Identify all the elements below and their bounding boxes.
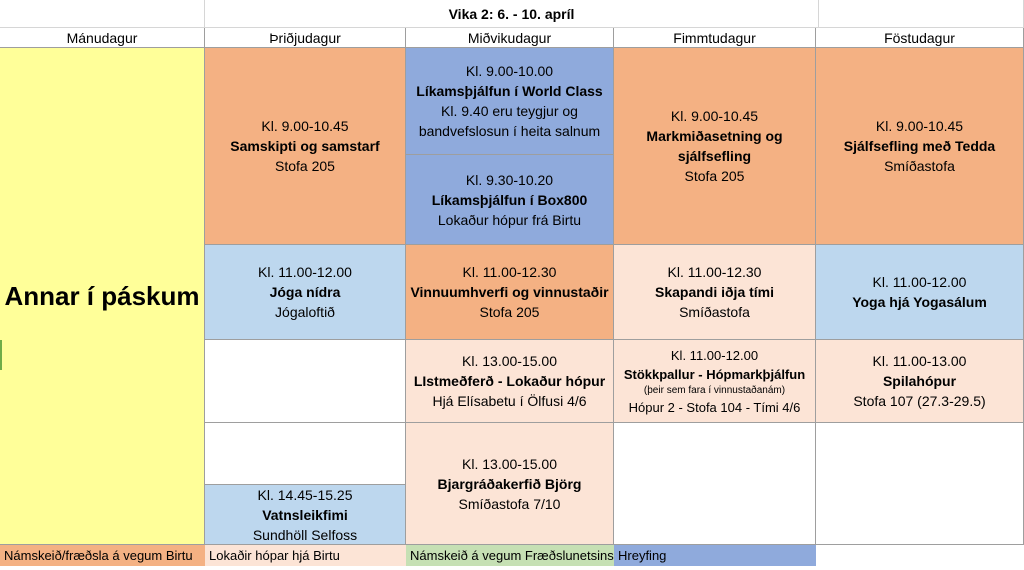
blank-header-cell bbox=[0, 0, 205, 28]
event-time: Kl. 9.00-10.45 bbox=[670, 108, 759, 124]
empty-cell bbox=[205, 340, 406, 423]
event-place: Smíðastofa 7/10 bbox=[458, 495, 561, 512]
holiday-label: Annar í páskum bbox=[4, 281, 200, 311]
empty-cell bbox=[614, 423, 816, 545]
week-title: Vika 2: 6. - 10. apríl bbox=[205, 0, 819, 28]
event-name: Samskipti og samstarf bbox=[230, 138, 380, 154]
empty-cell bbox=[816, 423, 1024, 545]
event-thu-3 bbox=[614, 340, 816, 423]
event-place: Smíðastofa bbox=[679, 304, 750, 320]
event-time: Kl. 9.00-10.45 bbox=[261, 118, 349, 134]
event-wed-2 bbox=[406, 155, 614, 245]
day-header-wednesday: Miðvikudagur bbox=[406, 28, 614, 48]
event-name: Yoga hjá Yogasálum bbox=[852, 294, 987, 310]
event-time: Kl. 11.00-12.00 bbox=[258, 264, 352, 280]
event-note: bandvefslosun í heita salnum bbox=[418, 123, 601, 139]
event-time: Kl. 9.30-10.20 bbox=[465, 171, 554, 188]
event-wed-1 bbox=[406, 48, 614, 155]
event-place: Lokaður hópur frá Birtu bbox=[437, 211, 582, 228]
monday-holiday-cell bbox=[0, 48, 205, 545]
event-fri-3 bbox=[816, 340, 1024, 423]
event-place: Stofa 107 (27.3-29.5) bbox=[853, 393, 986, 409]
event-tue-3 bbox=[205, 485, 406, 545]
event-name: Vatnsleikfimi bbox=[262, 506, 348, 523]
event-name: Líkamsþjálfun í World Class bbox=[416, 83, 603, 99]
event-note: (þeir sem fara í vinnustaðanám) bbox=[643, 384, 786, 396]
event-place: Stofa 205 bbox=[479, 304, 540, 320]
event-name: Líkamsþjálfun í Box800 bbox=[431, 191, 588, 208]
event-name: Bjargráðakerfið Björg bbox=[437, 475, 582, 492]
legend-fraedslunet: Námskeið á vegum Fræðslunetsins bbox=[406, 545, 614, 566]
blank-header-cell bbox=[819, 0, 1024, 28]
event-place: Sundhöll Selfoss bbox=[252, 526, 358, 543]
event-thu-2 bbox=[614, 245, 816, 340]
event-time: Kl. 9.00-10.00 bbox=[465, 63, 554, 79]
day-header-monday: Mánudagur bbox=[0, 28, 205, 48]
event-place: Stofa 205 bbox=[684, 168, 745, 184]
empty-cell bbox=[205, 423, 406, 485]
legend-closed-group: Lokaðir hópar hjá Birtu bbox=[205, 545, 406, 566]
event-time: Kl. 9.00-10.45 bbox=[875, 118, 964, 134]
event-time: Kl. 11.00-13.00 bbox=[872, 353, 967, 369]
event-name: Spilahópur bbox=[882, 373, 957, 389]
event-place: Hópur 2 - Stofa 104 - Tími 4/6 bbox=[628, 399, 801, 415]
event-time: Kl. 13.00-15.00 bbox=[462, 353, 557, 369]
event-place: Smíðastofa bbox=[884, 158, 955, 174]
day-header-tuesday: Þriðjudagur bbox=[205, 28, 406, 48]
event-name: Vinnuumhverfi og vinnustaðir bbox=[410, 284, 609, 300]
event-tue-2 bbox=[205, 245, 406, 340]
event-fri-2 bbox=[816, 245, 1024, 340]
event-place: Stofa 205 bbox=[275, 158, 335, 174]
event-name: LIstmeðferð - Lokaður hópur bbox=[413, 373, 606, 389]
event-place: Hjá Elísabetu í Ölfusi 4/6 bbox=[432, 393, 587, 409]
day-header-thursday: Fimmtudagur bbox=[614, 28, 816, 48]
event-name: sjálfsefling bbox=[677, 148, 752, 164]
event-time: Kl. 11.00-12.30 bbox=[667, 264, 762, 280]
event-tue-1 bbox=[205, 48, 406, 245]
legend-movement: Hreyfing bbox=[614, 545, 816, 566]
event-fri-1 bbox=[816, 48, 1024, 245]
event-thu-1 bbox=[614, 48, 816, 245]
event-name: Sjálfsefling með Tedda bbox=[843, 138, 996, 154]
event-time: Kl. 11.00-12.00 bbox=[872, 274, 967, 290]
legend-birtu-course: Námskeið/fræðsla á vegum Birtu bbox=[0, 545, 205, 566]
event-wed-3 bbox=[406, 245, 614, 340]
event-time: Kl. 14.45-15.25 bbox=[257, 486, 353, 503]
day-header-friday: Föstudagur bbox=[816, 28, 1024, 48]
event-place: Jógaloftið bbox=[275, 304, 335, 320]
event-time: Kl. 11.00-12.30 bbox=[462, 264, 557, 280]
event-name: Skapandi iðja tími bbox=[654, 284, 775, 300]
event-time: Kl. 13.00-15.00 bbox=[462, 455, 557, 472]
event-note: Kl. 9.40 eru teygjur og bbox=[441, 103, 578, 119]
event-wed-4 bbox=[406, 340, 614, 423]
cell-selection-marker bbox=[0, 340, 2, 370]
event-name: Markmiðasetning og bbox=[646, 128, 783, 144]
event-name: Jóga nídra bbox=[269, 284, 341, 300]
event-time: Kl. 11.00-12.00 bbox=[670, 347, 759, 363]
event-name: Stökkpallur - Hópmarkþjálfun bbox=[623, 366, 806, 382]
event-wed-5 bbox=[406, 423, 614, 545]
